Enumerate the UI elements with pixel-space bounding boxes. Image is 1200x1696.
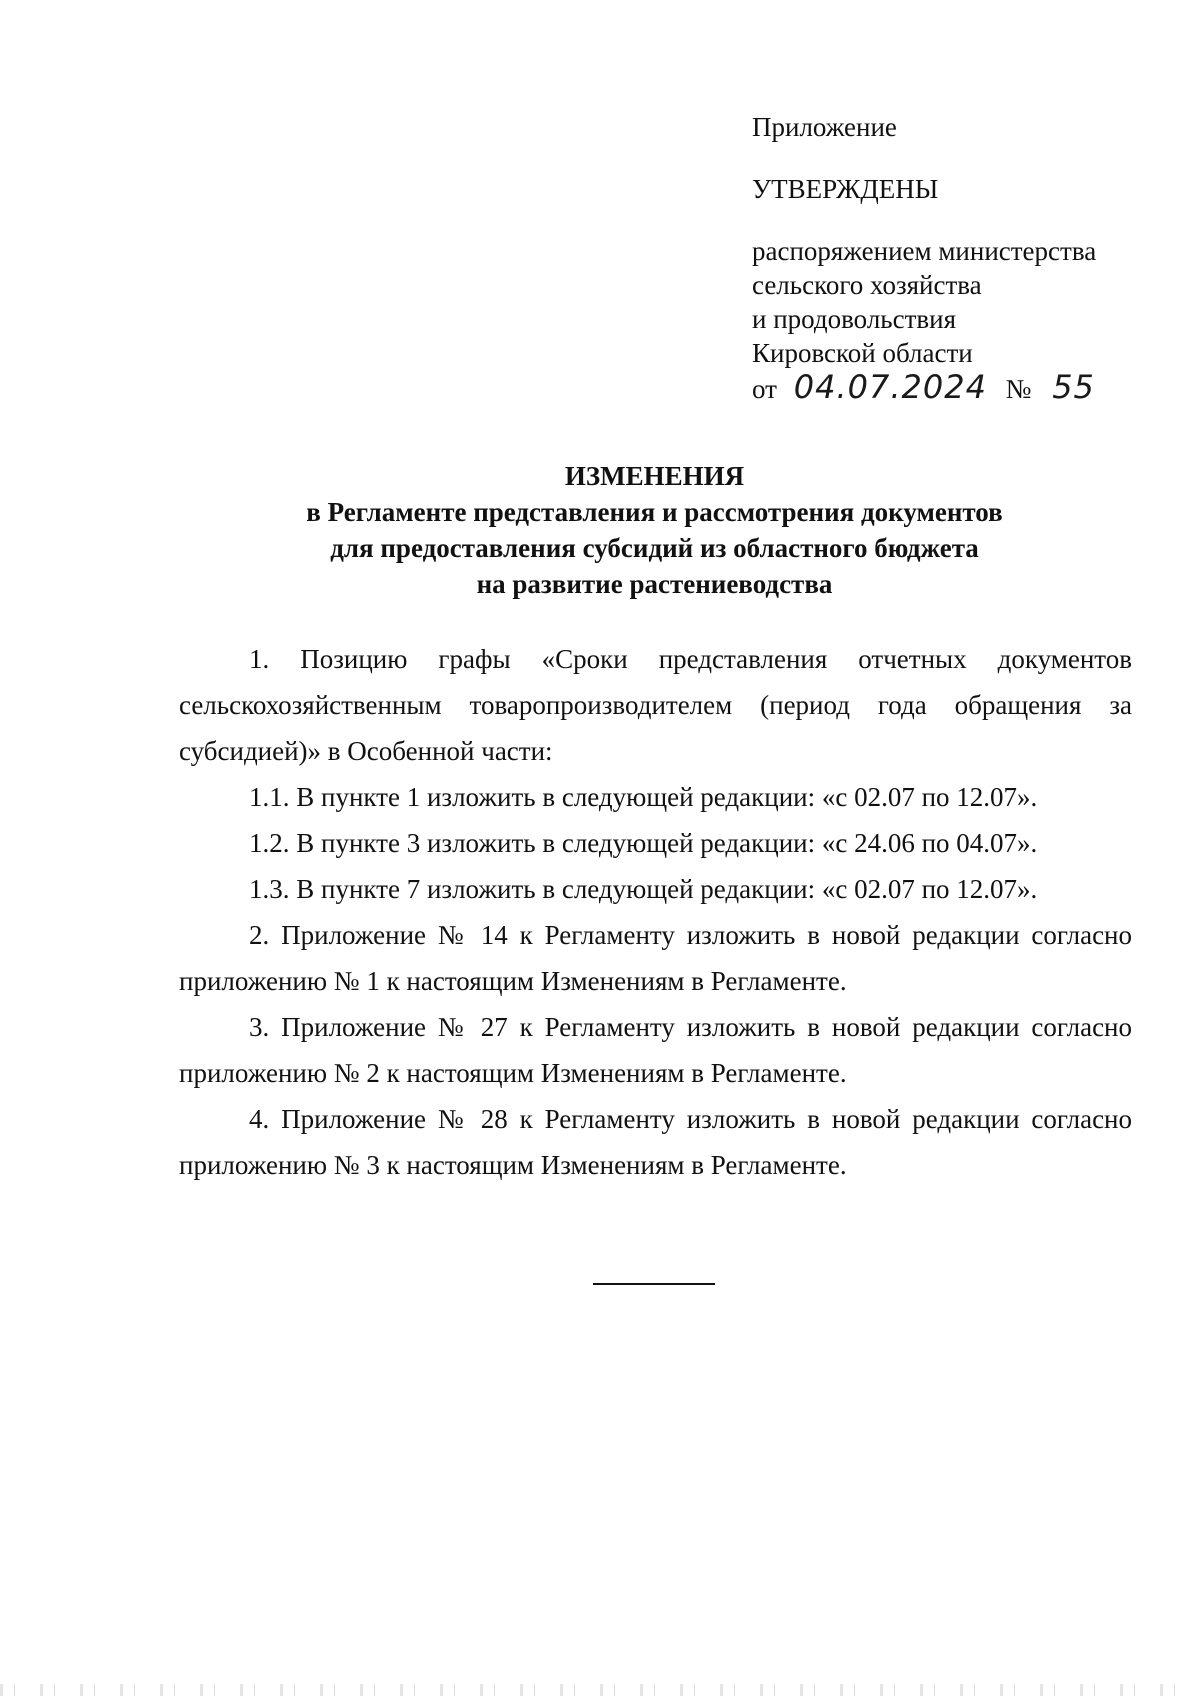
title-line-3: на развитие растениеводства bbox=[476, 569, 833, 599]
appendix-label: Приложение bbox=[752, 112, 897, 142]
scan-artifact-edge bbox=[0, 1684, 1200, 1696]
paragraph-3: 3. Приложение № 27 к Регламенту изложить в новой редакции согласно приложению № 2 к настоящим Изменениям в Регламенте. bbox=[179, 1012, 1132, 1088]
date-prefix: от bbox=[752, 374, 777, 404]
approval-line-1: распоряжением министерства bbox=[752, 236, 1097, 266]
handwritten-date: 04.07.2024 bbox=[793, 368, 987, 406]
closing-divider bbox=[593, 1283, 715, 1285]
title-line-2: для предоставления субсидий из областного бюджета bbox=[330, 533, 979, 563]
title-heading: ИЗМЕНЕНИЯ bbox=[564, 461, 745, 491]
approval-line-4: Кировской области bbox=[752, 338, 973, 368]
paragraph-1-1: 1.1. В пункте 1 изложить в следующей редакции: «с 02.07 по 12.07». bbox=[249, 782, 1038, 812]
document-body bbox=[179, 636, 1132, 1188]
approval-date-line bbox=[752, 370, 1172, 406]
number-sign: № bbox=[1005, 374, 1032, 404]
document-title bbox=[0, 458, 1200, 602]
paragraph-1-3: 1.3. В пункте 7 изложить в следующей редакции: «с 02.07 по 12.07». bbox=[249, 874, 1038, 904]
paragraph-4: 4. Приложение № 28 к Регламенту изложить в новой редакции согласно приложению № 3 к настоящим Изменениям в Регламенте. bbox=[179, 1104, 1132, 1180]
title-line-1: в Регламенте представления и рассмотрения документов bbox=[306, 497, 1003, 527]
approval-line-3: и продовольствия bbox=[752, 304, 957, 334]
paragraph-2: 2. Приложение № 14 к Регламенту изложить в новой редакции согласно приложению № 1 к настоящим Изменениям в Регламенте. bbox=[179, 920, 1132, 996]
paragraph-1: 1. Позицию графы «Сроки представления отчетных документов сельскохозяйственным товаропроизводителем (период года обращения за субсидией)» в Особенной части: bbox=[179, 644, 1132, 766]
paragraph-1-2: 1.2. В пункте 3 изложить в следующей редакции: «с 24.06 по 04.07». bbox=[249, 828, 1038, 858]
handwritten-number: 55 bbox=[1052, 368, 1095, 406]
approval-line-2: сельского хозяйства bbox=[752, 270, 982, 300]
approval-block bbox=[752, 110, 1172, 406]
approved-label: УТВЕРЖДЕНЫ bbox=[752, 174, 939, 204]
